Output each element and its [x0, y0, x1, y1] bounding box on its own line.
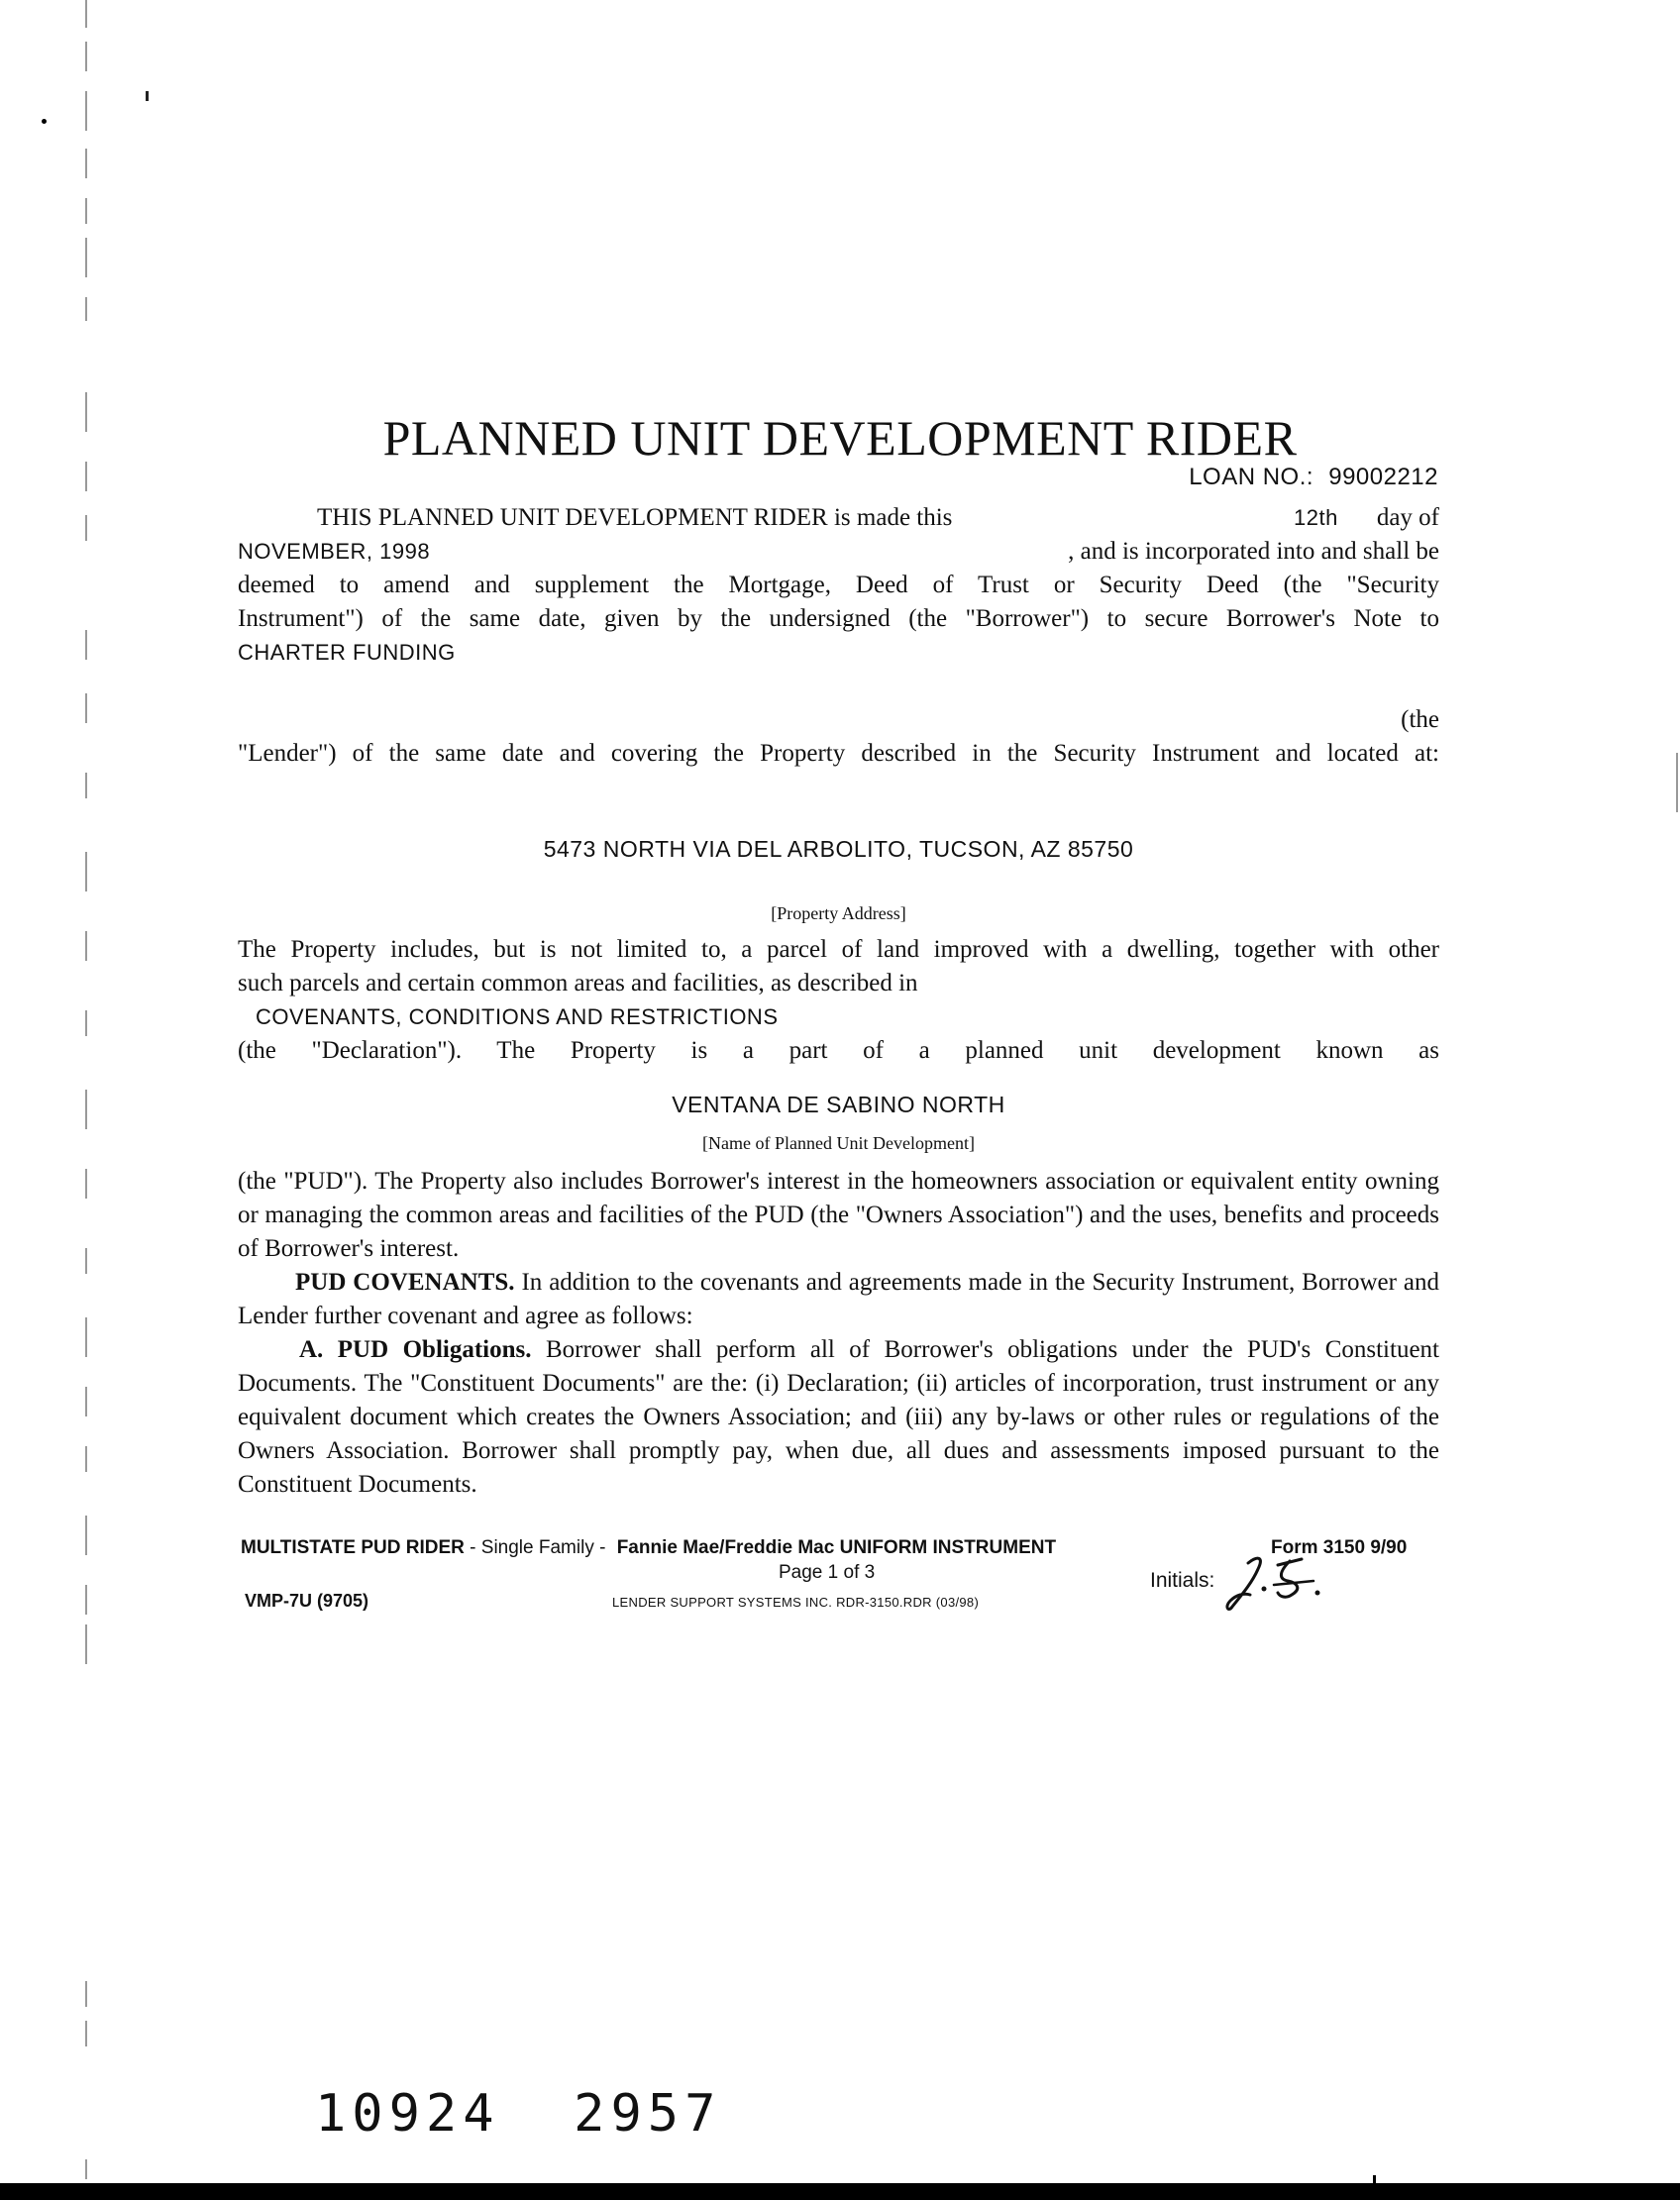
margin-mark: [85, 693, 87, 723]
rider-date: NOVEMBER, 1998: [238, 539, 431, 564]
margin-mark: [85, 1317, 87, 1357]
loan-number-line: [1189, 464, 1438, 491]
footer-vendor: LENDER SUPPORT SYSTEMS INC. RDR-3150.RDR (03/98): [612, 1595, 980, 1610]
margin-mark: [85, 2021, 87, 2046]
margin-mark: [85, 297, 87, 321]
margin-mark: [85, 1585, 87, 1615]
margin-mark: [85, 1090, 87, 1129]
margin-mark: [85, 852, 87, 891]
footer-form-line: [241, 1537, 1056, 1559]
pud-paragraph: (the "PUD"). The Property also includes Borrower's interest in the homeowners association or equivalent entity owning or managing the common areas and facilities of the PUD (the "Owners Association") and the uses, benefits and proceeds of Borrower's interest.: [238, 1168, 1439, 1262]
footer-family: - Single Family -: [464, 1537, 611, 1558]
margin-mark: [85, 238, 87, 277]
loan-number-label: LOAN NO.:: [1189, 464, 1314, 490]
section-a-heading: A. PUD Obligations.: [299, 1336, 532, 1363]
margin-mark: [85, 1387, 87, 1416]
margin-mark: [85, 198, 87, 224]
initials-label: Initials:: [1150, 1569, 1215, 1592]
margin-mark: [85, 773, 87, 798]
property-address: 5473 NORTH VIA DEL ARBOLITO, TUCSON, AZ 85750: [543, 836, 1134, 862]
pud-name-caption: [Name of Planned Unit Development]: [702, 1133, 975, 1153]
incorporated-text: , and is incorporated into and shall be: [1068, 538, 1439, 565]
property-address-caption: [Property Address]: [771, 903, 906, 923]
property-line-4: (the "Declaration"). The Property is a part of a planned unit development known as: [238, 1037, 1439, 1064]
footer-vmp-code: VMP-7U (9705): [245, 1591, 369, 1611]
footer-form-name: MULTISTATE PUD RIDER: [241, 1537, 465, 1558]
covenants-paragraph: [238, 1266, 1439, 1333]
margin-mark: [85, 91, 87, 131]
covenants-text: In addition to the covenants and agreements made in the Security Instrument, Borrower and Lender further covenant and agree as follows:: [238, 1269, 1439, 1329]
rider-day: 12th: [1294, 505, 1338, 530]
margin-mark: [85, 630, 87, 660]
intro-line-3: deemed to amend and supplement the Mortgage, Deed of Trust or Security Deed (the "Security: [238, 572, 1439, 598]
scan-speck: [146, 91, 149, 101]
lender-name: CHARTER FUNDING: [238, 640, 456, 665]
scan-bottom-edge: [0, 2183, 1680, 2200]
pud-name: VENTANA DE SABINO NORTH: [672, 1092, 1005, 1117]
footer-agencies: Fannie Mae/Freddie Mac UNIFORM INSTRUMENT: [616, 1537, 1057, 1558]
initials-signature: [1218, 1545, 1337, 1624]
footer-form-number: Form 3150 9/90: [1271, 1537, 1408, 1558]
covenants-heading: PUD COVENANTS.: [295, 1269, 515, 1296]
footer-page-number: Page 1 of 3: [779, 1562, 876, 1583]
margin-mark: [85, 1446, 87, 1472]
intro-line-2: [238, 535, 1439, 569]
intro-line-6: "Lender") of the same date and covering the Property described in the Security Instrument and located at:: [238, 740, 1439, 767]
property-line-1: The Property includes, but is not limited to, a parcel of land improved with a dwelling, together with other: [238, 936, 1439, 963]
property-paragraph: [238, 933, 1439, 1068]
right-edge-mark: [1676, 753, 1678, 812]
margin-mark: [85, 1248, 87, 1274]
declaration-document: COVENANTS, CONDITIONS AND RESTRICTIONS: [256, 1004, 779, 1029]
margin-mark: [85, 149, 87, 178]
intro-line-4: Instrument") of the same date, given by the undersigned (the "Borrower") to secure Borrower's Note to: [238, 605, 1439, 632]
intro-line-1: [238, 501, 1439, 535]
scan-tick: [1373, 2175, 1376, 2200]
recording-stamp: 10924 2957: [315, 2084, 722, 2144]
section-a-text: Borrower shall perform all of Borrower's obligations under the PUD's Constituent Documents. The "Constituent Documents" are the: (i) Declaration; (ii) articles of incorporation, trust instrument or any equivalent document which creates the Owners Association; and (iii) any by-laws or other rules or regulations of the Owners Association. Borrower shall promptly pay, when due, all dues and assessments imposed pursuant to the Constituent Documents.: [238, 1336, 1439, 1498]
margin-mark: [85, 1981, 87, 2007]
intro-paragraph: [238, 501, 1439, 771]
day-of-text: day of: [1376, 504, 1439, 531]
property-line-2: such parcels and certain common areas and facilities, as described in: [238, 970, 918, 996]
margin-mark: [85, 515, 87, 541]
the-text: (the: [1401, 706, 1439, 733]
margin-mark: [85, 931, 87, 961]
margin-mark: [85, 1516, 87, 1555]
margin-mark: [85, 0, 87, 28]
margin-mark: [85, 1624, 87, 1664]
page-title: PLANNED UNIT DEVELOPMENT RIDER: [382, 410, 1298, 466]
margin-mark: [85, 2159, 87, 2179]
intro-lead-text: THIS PLANNED UNIT DEVELOPMENT RIDER is made this: [317, 504, 953, 531]
margin-mark: [85, 1169, 87, 1199]
margin-mark: [85, 42, 87, 71]
loan-number: 99002212: [1328, 464, 1438, 490]
section-a-paragraph: [238, 1333, 1439, 1502]
margin-mark: [85, 1010, 87, 1036]
scan-speck: [42, 119, 47, 124]
